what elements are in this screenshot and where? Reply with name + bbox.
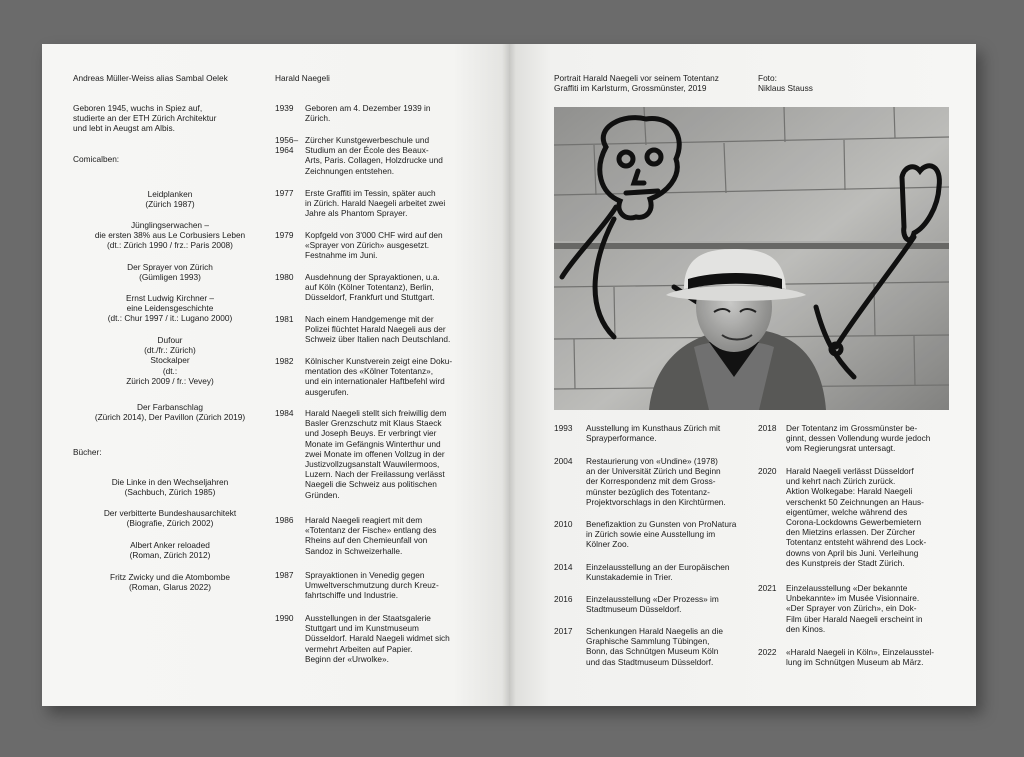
timeline-year: 1993	[554, 423, 573, 433]
left-page	[42, 44, 509, 706]
book-item: Albert Anker reloaded (Roman, Zürich 2012)	[129, 540, 211, 561]
timeline-year: 1987	[275, 570, 294, 580]
comic-item: Leidplanken (Zürich 1987)	[145, 189, 195, 210]
comics-heading: Comicalben:	[73, 154, 120, 164]
timeline-year: 1977	[275, 188, 294, 198]
timeline-year: 1980	[275, 272, 294, 282]
timeline-text: Ausdehnung der Sprayaktionen, u.a. auf Köln (Kölner Totentanz), Berlin, Düsseldorf, Frankfurt und Stuttgart.	[305, 272, 440, 303]
timeline-year: 1982	[275, 356, 294, 366]
comic-item: Der Farbanschlag (Zürich 2014), Der Pavillon (Zürich 2019)	[94, 402, 246, 423]
comic-item: Jünglingserwachen – die ersten 38% aus Le Corbusiers Leben (dt.: Zürich 1990 / frz.: Paris 2008)	[94, 220, 246, 251]
open-book	[42, 44, 976, 706]
book-item: Die Linke in den Wechseljahren (Sachbuch, Zürich 1985)	[111, 477, 229, 498]
timeline-year: 1956– 1964	[275, 135, 299, 156]
timeline-year: 2014	[554, 562, 573, 572]
books-heading: Bücher:	[73, 447, 102, 457]
timeline-text: Harald Naegeli reagiert mit dem «Totentanz der Fische» entlang des Rheins auf den Chemieunfall von Sandoz in Schweizerhalle.	[305, 515, 437, 556]
timeline-year: 2021	[758, 583, 777, 593]
timeline-year: 2004	[554, 456, 573, 466]
author-bio: Geboren 1945, wuchs in Spiez auf, studierte an der ETH Zürich Architektur und lebt in Aeugst am Albis.	[73, 103, 217, 134]
timeline-year: 2022	[758, 647, 777, 657]
timeline-text: Kölnischer Kunstverein zeigt eine Doku- mentation des «Kölner Totentanz», und ein internationaler Haftbefehl wird ausgerufen.	[305, 356, 453, 397]
timeline-year: 1986	[275, 515, 294, 525]
book-item: Der verbitterte Bundeshausarchitekt (Biografie, Zürich 2002)	[103, 508, 237, 529]
timeline-text: Ausstellungen in der Staatsgalerie Stuttgart und im Kunstmuseum Düsseldorf. Harald Naegeli widmet sich vermehrt Arbeiten auf Papier. Beginn der «Urwolke».	[305, 613, 450, 664]
timeline-text: Einzelausstellung «Der bekannte Unbekannte» im Musée Visionnaire. «Der Sprayer von Zürich», ein Dok- Film über Harald Naegeli erscheint in den Kinos.	[786, 583, 923, 634]
timeline-year: 2016	[554, 594, 573, 604]
timeline-year: 2010	[554, 519, 573, 529]
comic-item: Dufour (dt./fr.: Zürich) Stockalper (dt.: Zürich 2009 / fr.: Vevey)	[126, 335, 214, 386]
timeline-year: 1939	[275, 103, 294, 113]
timeline-text: Ausstellung im Kunsthaus Zürich mit Sprayperformance.	[586, 423, 721, 444]
timeline-text: Schenkungen Harald Naegelis an die Graphische Sammlung Tübingen, Bonn, das Schnütgen Museum Köln und das Stadtmuseum Düsseldorf.	[586, 626, 723, 667]
timeline-year: 1990	[275, 613, 294, 623]
timeline-text: Harald Naegeli stellt sich freiwillig dem Basler Grenzschutz mit Klaus Staeck und Joseph Beuys. Er verbringt vier Monate im Gefängnis Winterthur und zwei Monate im offenen Vollzug in der Justizvollzugsanstalt Wauwilermoos, Luzern. Nach der Freilassung verlässt Naegeli die Schweiz aus politischen Gründen.	[305, 408, 447, 500]
timeline-text: Einzelausstellung «Der Prozess» im Stadtmuseum Düsseldorf.	[586, 594, 719, 615]
timeline-text: Kopfgeld von 3'000 CHF wird auf den «Sprayer von Zürich» ausgesetzt. Festnahme im Juni.	[305, 230, 443, 261]
photo-caption: Portrait Harald Naegeli vor seinem Totentanz Graffiti im Karlsturm, Grossmünster, 2019	[554, 73, 719, 94]
timeline-text: Restaurierung von «Undine» (1978) an der Universität Zürich und Beginn der Korrespondenz mit dem Gross- münster bezüglich des Totentanz- Projektvorschlags in den Kirchtürmen.	[586, 456, 726, 507]
timeline-text: Zürcher Kunstgewerbeschule und Studium an der École des Beaux- Arts, Paris. Collagen, Holzdrucke und Zeichnungen entstehen.	[305, 135, 443, 176]
timeline-text: Sprayaktionen in Venedig gegen Umweltverschmutzung durch Kreuz- fahrtschiffe und Industrie.	[305, 570, 439, 601]
timeline-year: 1981	[275, 314, 294, 324]
timeline-year: 1979	[275, 230, 294, 240]
timeline-text: «Harald Naegeli in Köln», Einzelausstel- lung im Schnütgen Museum ab März.	[786, 647, 935, 668]
comic-item: Ernst Ludwig Kirchner – eine Leidensgeschichte (dt.: Chur 1997 / it.: Lugano 2000)	[107, 293, 233, 324]
timeline-year: 2020	[758, 466, 777, 476]
timeline-text: Einzelausstellung an der Europäischen Kunstakademie in Trier.	[586, 562, 730, 583]
author-heading: Andreas Müller-Weiss alias Sambal Oelek	[73, 73, 228, 83]
portrait-photo	[554, 107, 949, 410]
timeline-text: Erste Graffiti im Tessin, später auch in Zürich. Harald Naegeli arbeitet zwei Jahre als Phantom Sprayer.	[305, 188, 446, 219]
timeline-text: Geboren am 4. Dezember 1939 in Zürich.	[305, 103, 431, 124]
timeline-year: 2017	[554, 626, 573, 636]
timeline-text: Harald Naegeli verlässt Düsseldorf und kehrt nach Zürich zurück. Aktion Wolkegabe: Harald Naegeli verschenkt 50 Zeichnungen an Haus- eigentümer, welche während des Corona-Lockdowns Gewerbemietern den Mietzins erlassen. Der Zürcher Totentanz entsteht während des Lock- downs von April bis Juni. Verleihung des Kunstpreis der Stadt Zürich.	[786, 466, 927, 568]
timeline-text: Der Totentanz im Grossmünster be- ginnt, dessen Vollendung wurde jedoch vom Regierungsrat untersagt.	[786, 423, 931, 454]
book-item: Fritz Zwicky und die Atombombe (Roman, Glarus 2022)	[110, 572, 230, 593]
book-spine	[502, 44, 516, 706]
timeline-year: 1984	[275, 408, 294, 418]
timeline-year: 2018	[758, 423, 777, 433]
timeline-text: Benefizaktion zu Gunsten von ProNatura in Zürich sowie eine Ausstellung im Kölner Zoo.	[586, 519, 737, 550]
photo-credit: Foto: Niklaus Stauss	[758, 73, 813, 94]
comic-item: Der Sprayer von Zürich (Gümligen 1993)	[127, 262, 213, 283]
timeline-text: Nach einem Handgemenge mit der Polizei flüchtet Harald Naegeli aus der Schweiz über Italien nach Deutschland.	[305, 314, 451, 345]
naegeli-heading: Harald Naegeli	[275, 73, 330, 83]
